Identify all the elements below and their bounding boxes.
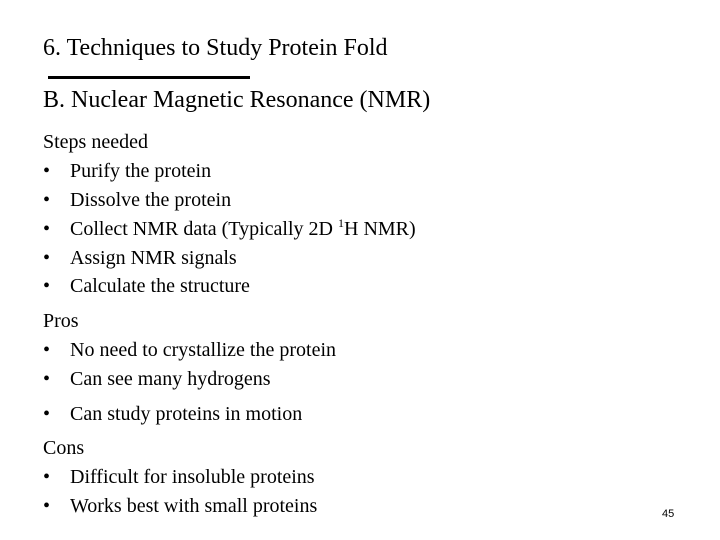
bullet-icon: • xyxy=(43,189,51,211)
bullet-icon: • xyxy=(43,160,51,182)
cons-heading: Cons xyxy=(43,437,85,459)
list-item xyxy=(43,465,315,489)
list-item-text: Calculate the structure xyxy=(70,275,250,297)
list-item-text: Dissolve the protein xyxy=(70,189,232,211)
bullet-icon: • xyxy=(43,466,51,488)
bullet-icon: • xyxy=(43,403,51,425)
list-item-text: Assign NMR signals xyxy=(70,247,237,269)
list-item-text: Works best with small proteins xyxy=(70,495,318,517)
list-item-text: Can see many hydrogens xyxy=(70,368,271,390)
list-item xyxy=(43,217,416,241)
title-underline xyxy=(48,76,250,79)
list-item-text-suffix: H NMR) xyxy=(344,218,416,240)
bullet-icon: • xyxy=(43,368,51,390)
bullet-icon: • xyxy=(43,495,51,517)
list-item xyxy=(43,188,231,212)
list-item xyxy=(43,367,271,391)
list-item xyxy=(43,274,250,298)
list-item xyxy=(43,338,336,362)
bullet-icon: • xyxy=(43,275,51,297)
list-item-text: Difficult for insoluble proteins xyxy=(70,466,315,488)
list-item xyxy=(43,159,211,183)
slide-subtitle: B. Nuclear Magnetic Resonance (NMR) xyxy=(43,87,431,113)
superscript: 1 xyxy=(338,216,344,230)
list-item xyxy=(43,402,302,426)
list-item-text: No need to crystallize the protein xyxy=(70,339,337,361)
list-item-text: Can study proteins in motion xyxy=(70,403,303,425)
list-item xyxy=(43,494,317,518)
page-number: 45 xyxy=(662,508,675,520)
bullet-icon: • xyxy=(43,218,51,240)
list-item xyxy=(43,246,237,270)
list-item-text: Collect NMR data (Typically 2D xyxy=(70,218,338,240)
pros-heading: Pros xyxy=(43,310,79,332)
bullet-icon: • xyxy=(43,247,51,269)
bullet-icon: • xyxy=(43,339,51,361)
list-item-text: Purify the protein xyxy=(70,160,212,182)
steps-heading: Steps needed xyxy=(43,131,148,153)
slide-title: 6. Techniques to Study Protein Fold xyxy=(43,35,388,61)
